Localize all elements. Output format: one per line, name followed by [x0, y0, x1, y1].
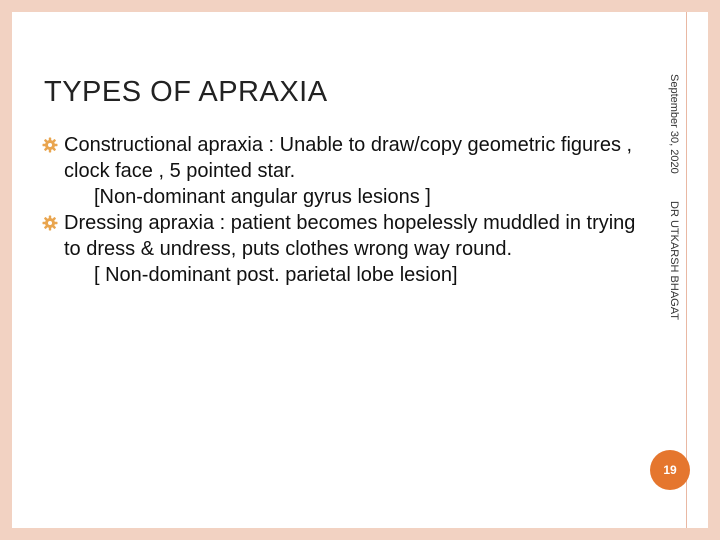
gear-icon — [42, 137, 58, 153]
slide — [12, 12, 708, 528]
page-number-badge: 19 — [650, 450, 690, 490]
slide-date: September 30, 2020 — [668, 74, 680, 174]
slide-author: DR UTKARSH BHAGAT — [668, 200, 680, 320]
slide-title: TYPES OF APRAXIA — [44, 76, 328, 108]
bullet-text: Dressing apraxia : patient becomes hopelessly muddled in trying to dress & undress, puts clothes wrong way round. — [64, 212, 636, 260]
bullet-text: Constructional apraxia : Unable to draw/copy geometric figures , clock face , 5 pointed star. — [64, 134, 633, 182]
slide-divider — [686, 12, 687, 528]
bullet-item — [40, 210, 650, 288]
bullet-note: [Non-dominant angular gyrus lesions ] — [94, 186, 431, 208]
bullet-item — [40, 132, 650, 210]
footer-vertical — [660, 74, 680, 334]
gear-icon — [42, 215, 58, 231]
bullet-note: [ Non-dominant post. parietal lobe lesion] — [94, 264, 458, 286]
bullet-list — [40, 132, 650, 288]
